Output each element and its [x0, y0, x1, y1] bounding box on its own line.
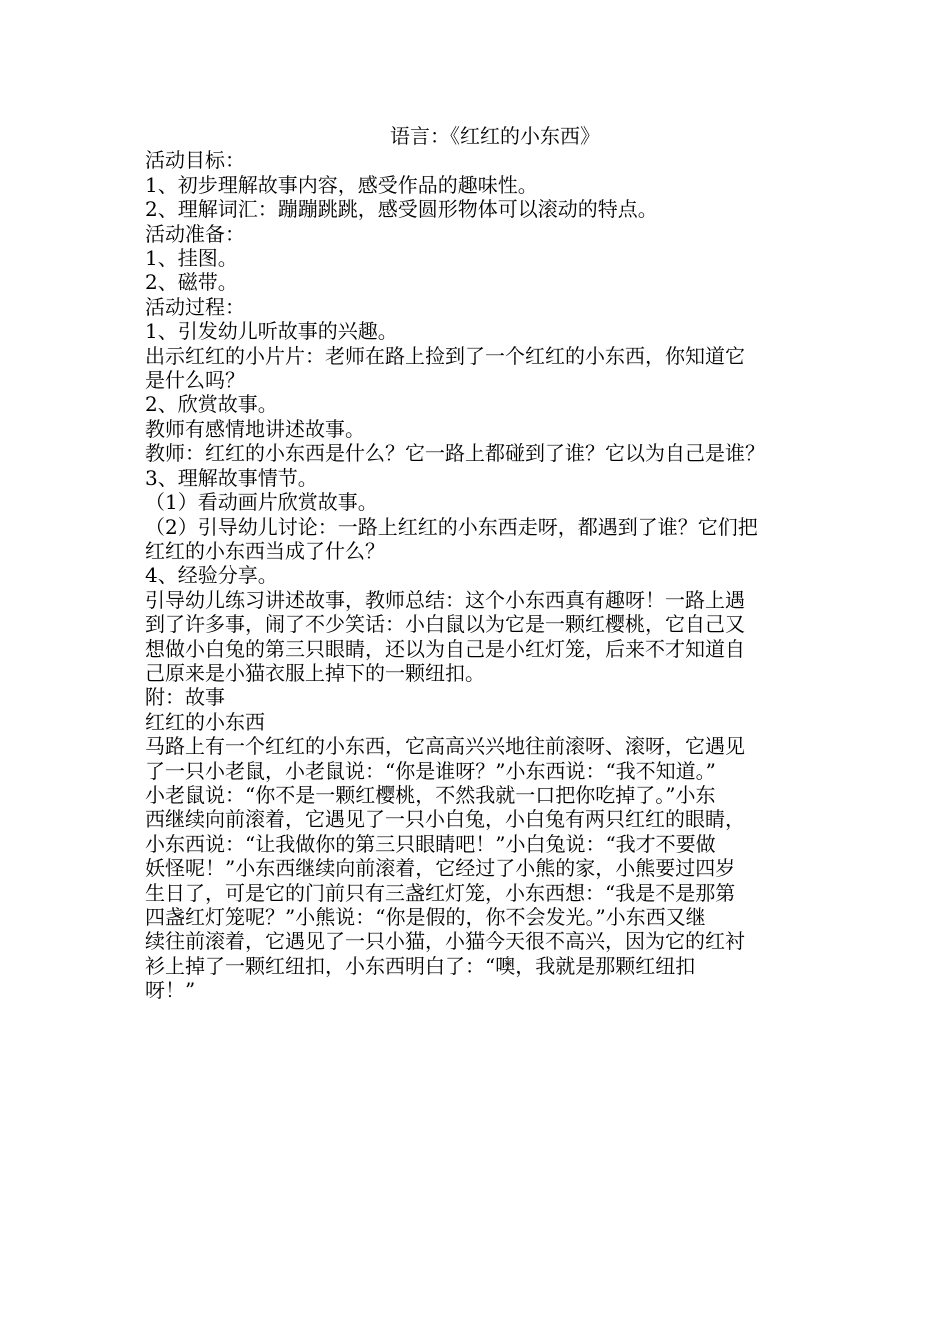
show-picture-paragraph	[145, 344, 835, 393]
preparation-item: 1、挂图。	[145, 246, 238, 271]
guide-discussion-paragraph	[145, 515, 835, 564]
story-line: 妖怪呢！”小东西继续向前滚着，它经过了小熊的家，小熊要过四岁	[145, 856, 736, 881]
document-title: 语言：《红红的小东西》	[390, 124, 600, 148]
story-line: 小东西说：“让我做你的第三只眼睛吧！”小白兔说：“我才不要做	[145, 831, 716, 856]
story-line: 小老鼠说：“你不是一颗红樱桃，不然我就一口把你吃掉了。”小东	[145, 782, 716, 807]
story-line: 四盏红灯笼呢？”小熊说：“你是假的，你不会发光。”小东西又继	[145, 905, 706, 929]
process-step: 2、欣赏故事。	[145, 392, 278, 417]
text-line: 是什么吗？	[145, 368, 245, 393]
process-step: 1、引发幼儿听故事的兴趣。	[145, 319, 398, 344]
text-line: （2）引导幼儿讨论：一路上红红的小东西走呀，都遇到了谁？它们把	[145, 514, 758, 539]
process-step: 4、经验分享。	[145, 563, 278, 588]
story-line: 续往前滚着，它遇见了一只小猫，小猫今天很不高兴，因为它的红衬	[145, 929, 745, 954]
section-heading-goals: 活动目标：	[145, 148, 245, 173]
text-line: 到了许多事，闹了不少笑话：小白鼠以为它是一颗红樱桃，它自己又	[145, 612, 745, 637]
goal-item: 1、初步理解故事内容，感受作品的趣味性。	[145, 172, 538, 197]
appendix-label: 附：故事	[145, 685, 225, 710]
story-title: 红红的小东西	[145, 709, 265, 734]
story-line: 衫上掉了一颗红纽扣，小东西明白了：“噢，我就是那颗红纽扣	[145, 953, 696, 978]
text-line: 引导幼儿练习讲述故事，教师总结：这个小东西真有趣呀！一路上遇	[145, 587, 745, 612]
document-body	[145, 124, 835, 1003]
text-line: 己原来是小猫衣服上掉下的一颗纽扣。	[145, 660, 485, 685]
text-line: 想做小白兔的第三只眼睛，还以为自己是小红灯笼，后来不才知道自	[145, 636, 745, 661]
section-heading-process: 活动过程：	[145, 294, 245, 319]
text-line: 出示红红的小片片：老师在路上捡到了一个红红的小东西，你知道它	[145, 343, 745, 368]
story-line: 了一只小老鼠，小老鼠说：“你是谁呀？”小东西说：“我不知道。”	[145, 758, 716, 783]
section-heading-preparation: 活动准备：	[145, 221, 245, 246]
story-line: 呀！”	[145, 978, 196, 1003]
preparation-item: 2、磁带。	[145, 270, 238, 295]
text-line: 教师：红红的小东西是什么？它一路上都碰到了谁？它以为自己是谁？	[145, 441, 765, 466]
story-line: 西继续向前滚着，它遇见了一只小白兔，小白兔有两只红红的眼睛，	[145, 807, 745, 832]
process-step: 3、理解故事情节。	[145, 465, 318, 490]
text-line: 教师有感情地讲述故事。	[145, 416, 365, 441]
goal-item: 2、理解词汇：蹦蹦跳跳，感受圆形物体可以滚动的特点。	[145, 197, 658, 222]
story-paragraph	[145, 734, 835, 1002]
sub-step: （1）看动画片欣赏故事。	[145, 490, 378, 515]
story-line: 马路上有一个红红的小东西，它高高兴兴地往前滚呀、滚呀，它遇见	[145, 734, 745, 759]
text-line: 红红的小东西当成了什么？	[145, 538, 385, 563]
story-line: 生日了，可是它的门前只有三盏红灯笼，小东西想：“我是不是那第	[145, 880, 736, 905]
summary-paragraph	[145, 588, 835, 686]
